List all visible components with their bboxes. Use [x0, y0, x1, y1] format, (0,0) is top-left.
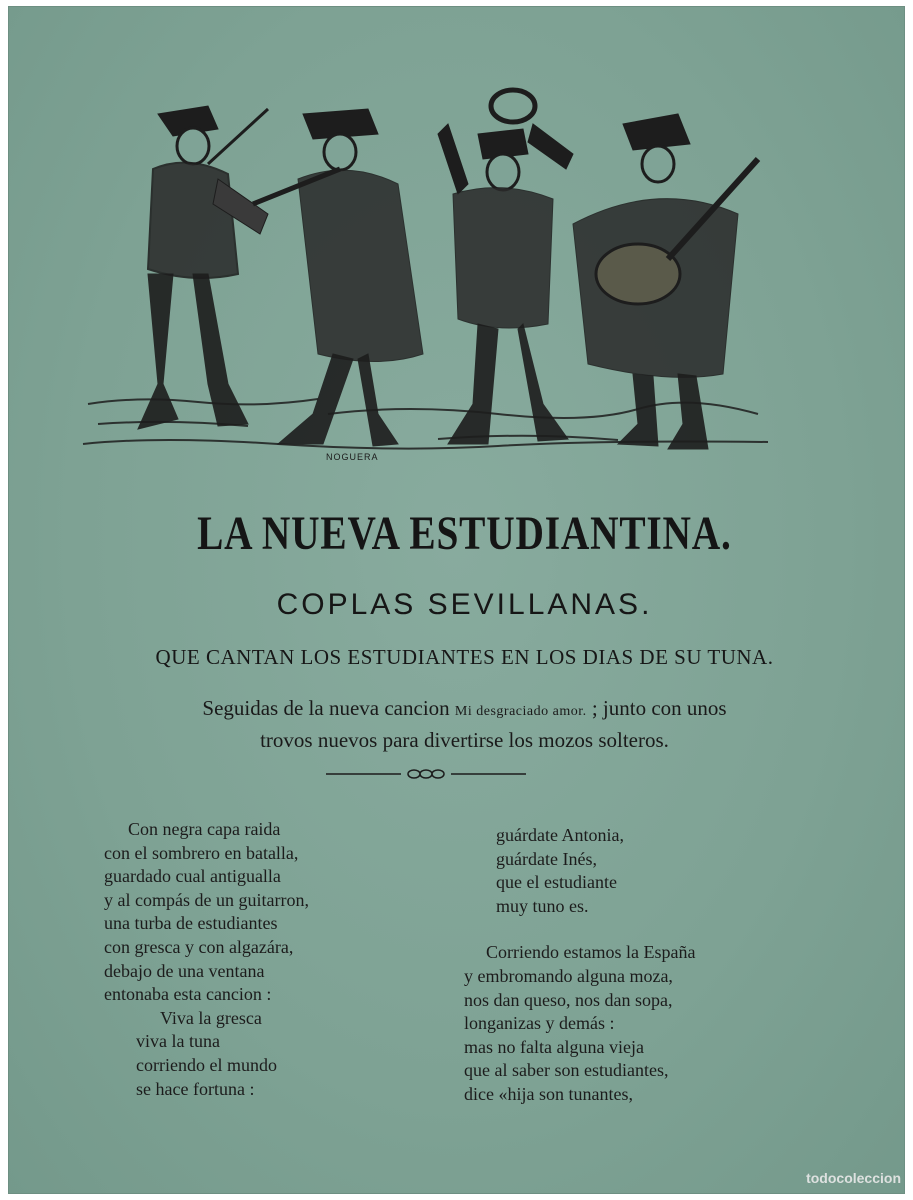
description-text-end: ; junto con unos — [586, 696, 727, 720]
verse-line: y al compás de un guitarron, — [104, 889, 309, 910]
verse-line: Corriendo estamos la España — [486, 942, 696, 963]
violinist-figure — [138, 106, 268, 429]
verse-line: con gresca y con algazára, — [104, 936, 294, 957]
verse-line: corriendo el mundo — [136, 1054, 277, 1075]
verse-line — [450, 918, 695, 941]
verse-line: con el sombrero en batalla, — [104, 842, 299, 863]
page-title: LA NUEVA ESTUDIANTINA. — [197, 507, 732, 560]
description-text: Seguidas de la nueva cancion — [202, 696, 455, 720]
song-title: Mi desgraciado amor. — [454, 704, 587, 719]
engraver-signature: NOGUERA — [326, 452, 379, 462]
verse-line: longanizas y demás : — [464, 1013, 615, 1034]
verse-line: una turba de estudiantes — [104, 913, 278, 934]
ornamental-divider-icon — [326, 766, 526, 782]
subtitle: COPLAS SEVILLANAS. — [276, 588, 653, 621]
verse-line: nos dan queso, nos dan sopa, — [464, 989, 673, 1010]
woodcut-illustration — [78, 84, 778, 474]
verse-line: y embromando alguna moza, — [464, 965, 673, 986]
verse-line: que el estudiante — [496, 872, 617, 893]
verse-line: guárdate Inés, — [496, 848, 597, 869]
verse-line: Viva la gresca — [160, 1007, 262, 1028]
broadside-sheet — [8, 6, 905, 1194]
verse-line: viva la tuna — [136, 1031, 220, 1052]
verse-line: guardado cual antigualla — [104, 866, 281, 887]
verse-line: mas no falta alguna vieja — [464, 1036, 644, 1057]
description-line-2: trovos nuevos para divertirse los mozos solteros. — [260, 728, 669, 752]
description-line-1 — [68, 694, 861, 726]
verse-right-column — [450, 824, 695, 1107]
guitarist-figure — [573, 114, 758, 449]
verse-line: que al saber son estudiantes, — [464, 1060, 669, 1081]
verse-line: debajo de una ventana — [104, 960, 265, 981]
verse-line: muy tuno es. — [496, 895, 589, 916]
verse-left-column — [104, 818, 309, 1101]
watermark: todocoleccion — [806, 1170, 901, 1186]
verse-line: Con negra capa raida — [128, 819, 281, 839]
verse-line: guárdate Antonia, — [496, 825, 624, 845]
verse-line: entonaba esta cancion : — [104, 984, 272, 1005]
verse-line: se hace fortuna : — [136, 1078, 255, 1099]
verse-line: dice «hija son tunantes, — [464, 1083, 633, 1104]
flutist-figure — [253, 109, 423, 446]
description — [68, 694, 861, 755]
subtitle-line: QUE CANTAN LOS ESTUDIANTES EN LOS DIAS DE SU TUNA. — [155, 645, 774, 669]
tambourine-figure — [438, 90, 573, 444]
